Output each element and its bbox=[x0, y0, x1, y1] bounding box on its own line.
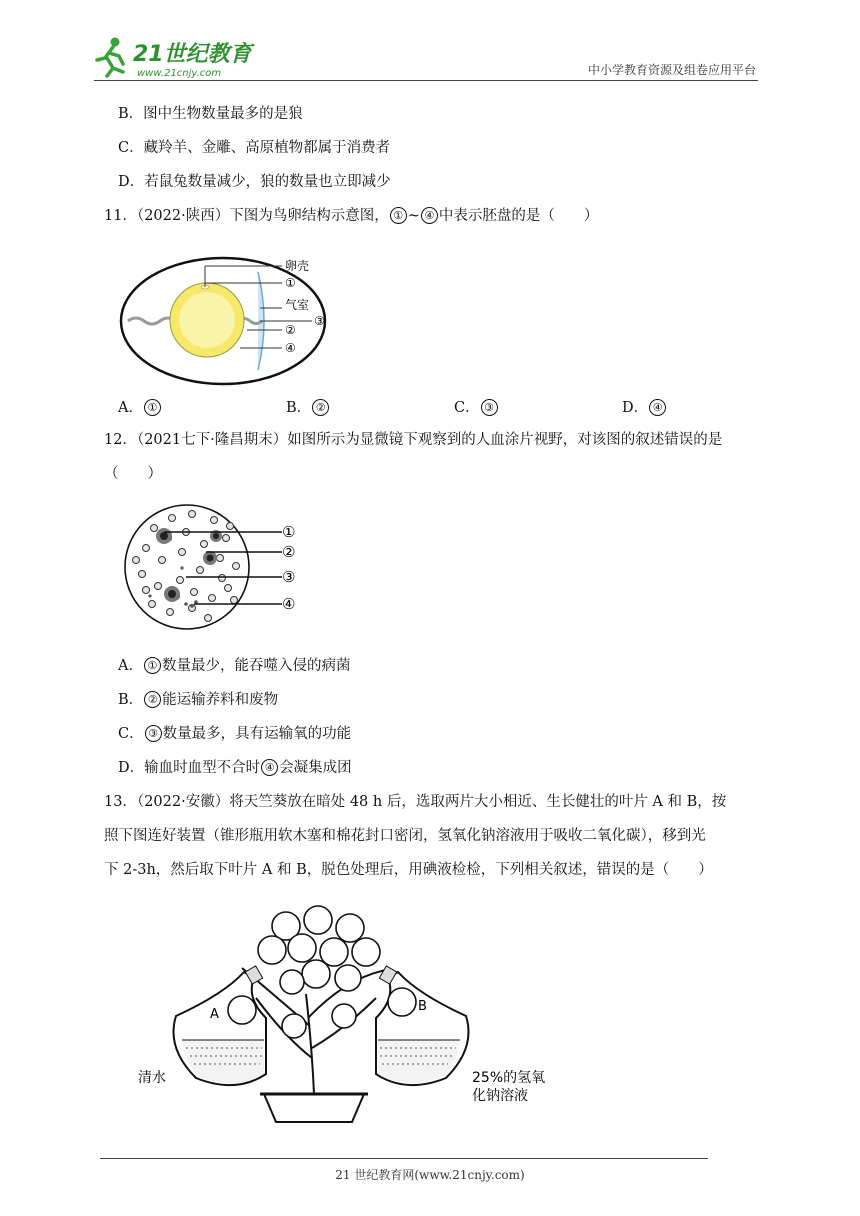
q11-stem: 11．（2022·陕西）下图为鸟卵结构示意图， ① ~ ④ 中表示胚盘的是（ ） bbox=[104, 208, 599, 224]
label-4: ④ bbox=[285, 341, 296, 355]
q10-option-d: D．若鼠兔数量减少，狼的数量也立即减少 bbox=[118, 174, 391, 190]
label-3: ③ bbox=[314, 314, 325, 328]
logo-text: 21世纪教育 bbox=[133, 42, 252, 67]
q10-option-b: B．图中生物数量最多的是狼 bbox=[118, 106, 303, 122]
q12-option-c: C． ③ 数量最多，具有运输氧的功能 bbox=[118, 726, 352, 742]
label-1: ① bbox=[285, 276, 296, 290]
q12-option-a: A． ① 数量最少，能吞噬入侵的病菌 bbox=[118, 658, 351, 674]
smear-label-1: ① bbox=[282, 523, 296, 541]
leaf-label-a: A bbox=[210, 1007, 219, 1022]
label-shell: 卵壳 bbox=[285, 259, 310, 273]
header-rule bbox=[94, 80, 758, 81]
label-air-chamber: 气室 bbox=[285, 298, 310, 312]
platform-name: 中小学教育资源及组卷应用平台 bbox=[587, 63, 756, 77]
q13-stem-line3: 下 2-3h，然后取下叶片 A 和 B，脱色处理后，用碘液检检，下列相关叙述，错误的是（ ） bbox=[104, 862, 713, 878]
q11-source: （2022·陕西） bbox=[136, 208, 230, 224]
q12-paren: （ ） bbox=[104, 466, 162, 482]
smear-label-4: ④ bbox=[282, 595, 296, 613]
q11-option-c: C． ③ bbox=[454, 398, 499, 418]
q13-stem-line2: 照下图连好装置（锥形瓶用软木塞和棉花封口密闭，氢氧化钠溶液用于吸收二氧化碳），移到光 bbox=[104, 828, 706, 844]
circled-4: ④ bbox=[421, 207, 438, 224]
q12-stem: 12．（2021七下·隆昌期末）如图所示为显微镜下观察到的人血涂片视野，对该图的叙述错误的是 bbox=[104, 432, 723, 448]
label-naoh-1: 25%的氢氧 bbox=[472, 1070, 546, 1086]
q12-option-d: D．输血时血型不合时 ④ 会凝集成团 bbox=[118, 760, 352, 776]
footer-text: 21 世纪教育网(www.21cnjy.com) bbox=[335, 1168, 525, 1182]
q11-option-b: B． ② bbox=[286, 398, 330, 418]
label-clear-water: 清水 bbox=[138, 1070, 166, 1086]
leaf-label-b: B bbox=[418, 999, 427, 1014]
blood-smear-diagram bbox=[124, 500, 310, 634]
circled-1: ① bbox=[390, 207, 407, 224]
geranium-experiment-diagram bbox=[136, 898, 546, 1128]
q11-option-d: D． ④ bbox=[622, 398, 667, 418]
q13-stem-line1: 13．（2022·安徽）将天竺葵放在暗处 48 h 后，选取两片大小相近、生长健壮的叶片 A 和 B，按 bbox=[104, 794, 727, 810]
q12-option-b: B． ② 能运输养料和废物 bbox=[118, 692, 279, 708]
smear-label-3: ③ bbox=[282, 568, 296, 586]
q11-number: 11． bbox=[104, 208, 137, 224]
q10-option-c: C．藏羚羊、金雕、高原植物都属于消费者 bbox=[118, 140, 391, 156]
label-naoh-2: 化钠溶液 bbox=[472, 1088, 528, 1104]
runner-icon bbox=[97, 38, 123, 77]
logo-url: www.21cnjy.com bbox=[137, 68, 222, 79]
smear-label-2: ② bbox=[282, 543, 296, 561]
label-2: ② bbox=[285, 323, 296, 337]
q11-option-a: A． ① bbox=[118, 398, 162, 418]
footer-rule bbox=[100, 1158, 708, 1159]
bird-egg-diagram bbox=[110, 252, 350, 392]
q12-number: 12． bbox=[104, 432, 137, 448]
site-logo bbox=[93, 34, 263, 82]
q12-source: （2021七下·隆昌期末） bbox=[136, 432, 288, 448]
